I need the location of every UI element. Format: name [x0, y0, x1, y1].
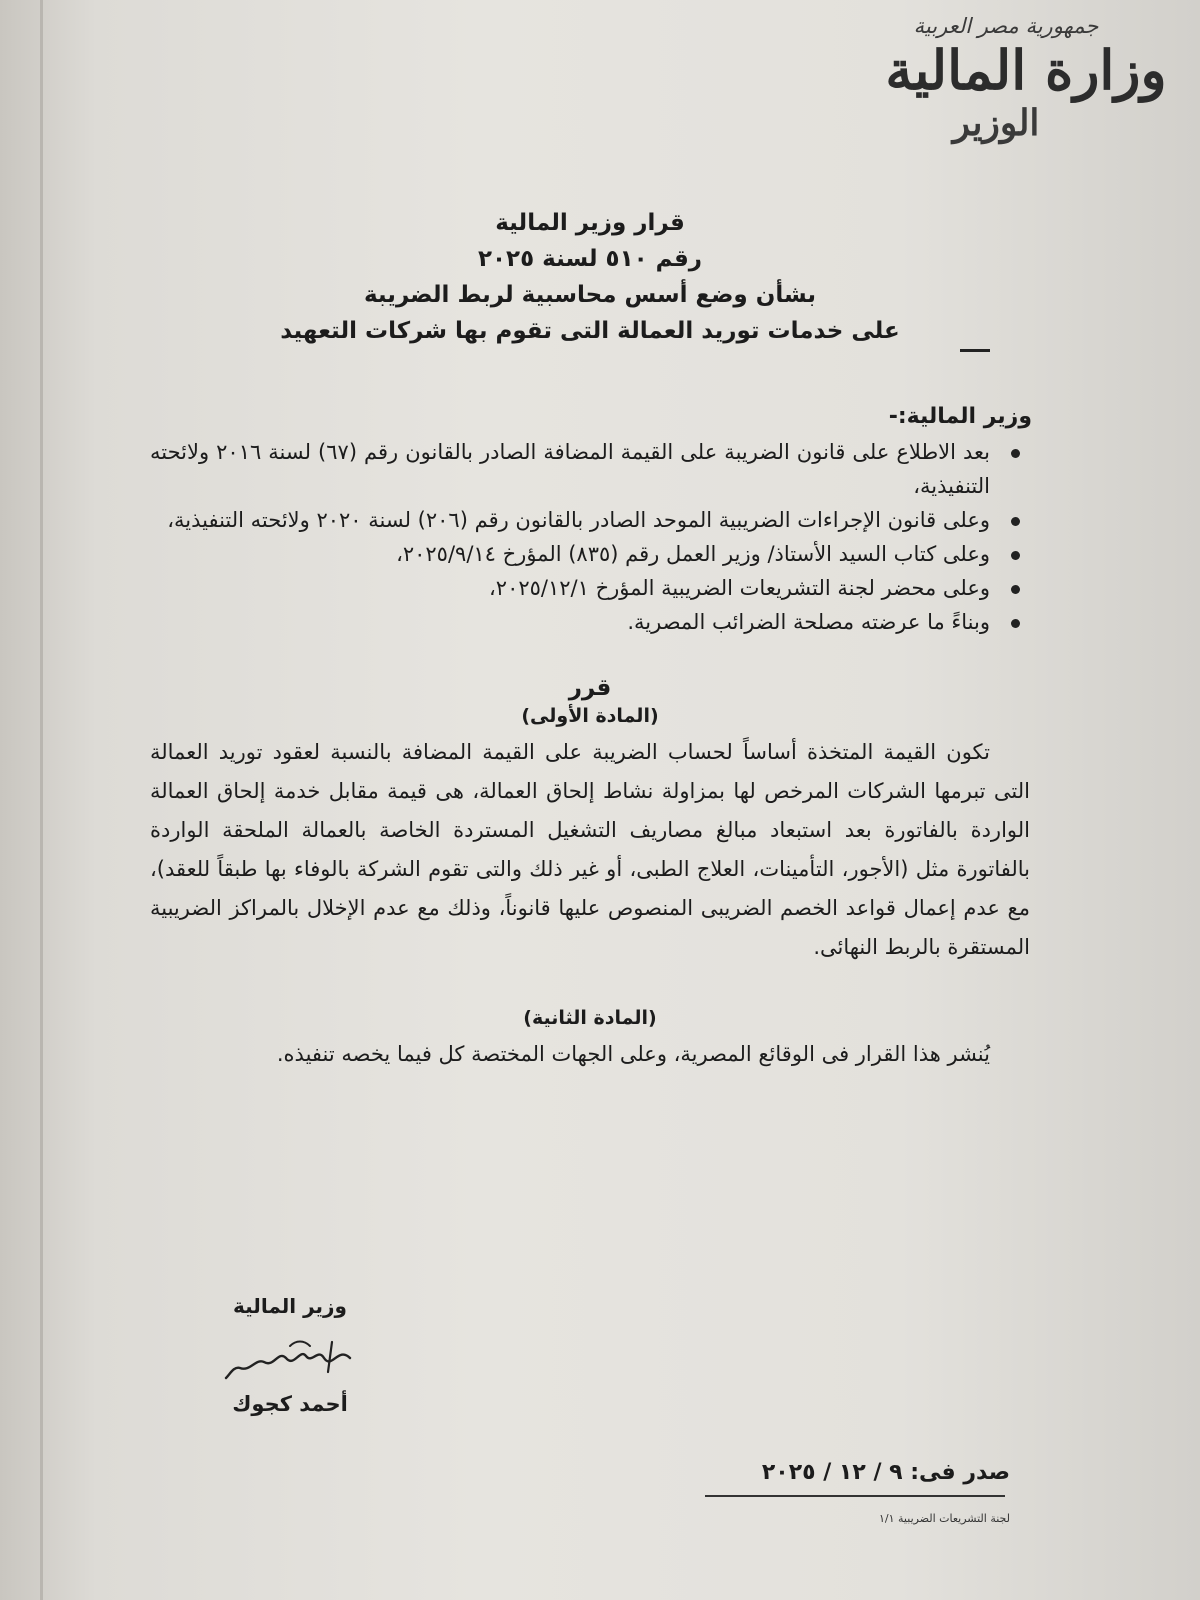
article-1-body: تكون القيمة المتخذة أساساً لحساب الضريبة على القيمة المضافة بالنسبة لعقود توريد العمالة التى تبرمها الشركات المرخص لها بمزاولة نشاط إلحاق العمالة، هى قيمة مقابل خدمة إلحاق العمالة الواردة بالفاتورة بعد استبعاد مبالغ مصاريف التشغيل المستردة الخاصة بالعمالة الملحقة الواردة بالفاتورة مثل (الأجور، التأمينات، العلاج الطبى، أو غير ذلك والتى تقوم الشركة بالوفاء بها طبقاً للعقد)، مع عدم إعمال قواعد الخصم الضريبى المنصوص عليها قانوناً، وذلك مع عدم الإخلال بالمراكز الضريبية المستقرة بالربط النهائى. [150, 740, 1030, 959]
signature-title: وزير المالية [233, 1294, 347, 1318]
decree-heading [150, 205, 1030, 352]
recitals-list [150, 435, 1030, 639]
decree-content [150, 205, 1030, 1074]
handwritten-signature-icon [220, 1328, 360, 1388]
footer-note: لجنة التشريعات الضريبية ١/١ [879, 1512, 1010, 1525]
heading-line-3: بشأن وضع أسس محاسبية لربط الضريبة [363, 282, 817, 308]
heading-line-2: رقم ٥١٠ لسنة ٢٠٢٥ [477, 246, 703, 272]
issued-date: صدر فى: ٩ / ١٢ / ٢٠٢٥ [761, 1460, 1010, 1485]
address-line: وزير المالية:- [888, 404, 1032, 429]
article-2-body: يُنشر هذا القرار فى الوقائع المصرية، وعلى الجهات المختصة كل فيما يخصه تنفيذه. [276, 1042, 990, 1066]
heading-line-4: على خدمات توريد العمالة التى تقوم بها شركات التعهيد [280, 318, 900, 344]
recital-item: وعلى محضر لجنة التشريعات الضريبية المؤرخ ٢٠٢٥/١٢/١، [150, 571, 990, 605]
page-fold-shadow [40, 0, 43, 1600]
letterhead-country: جمهورية مصر العربية [913, 14, 1099, 38]
decision-heading: قرر [568, 675, 612, 701]
letterhead [876, 14, 1176, 194]
heading-line-1: قرار وزير المالية [495, 210, 685, 236]
letterhead-office: الوزير [952, 102, 1040, 144]
recital-item: وعلى قانون الإجراءات الضريبية الموحد الصادر بالقانون رقم (٢٠٦) لسنة ٢٠٢٠ ولائحته التنفيذية، [150, 503, 990, 537]
article-1-title: (المادة الأولى) [521, 705, 659, 727]
signature-name: أحمد كجوك [232, 1392, 348, 1416]
article-2-title: (المادة الثانية) [523, 1007, 657, 1029]
letterhead-ministry: وزارة المالية [885, 38, 1167, 102]
issued-underline [705, 1495, 1005, 1497]
recital-item: وعلى كتاب السيد الأستاذ/ وزير العمل رقم (٨٣٥) المؤرخ ٢٠٢٥/٩/١٤، [150, 537, 990, 571]
signature-block [190, 1294, 390, 1416]
heading-dash [960, 349, 990, 352]
recital-item: بعد الاطلاع على قانون الضريبة على القيمة المضافة الصادر بالقانون رقم (٦٧) لسنة ٢٠١٦ ولائحته التنفيذية، [150, 435, 990, 503]
recital-item: وبناءً ما عرضته مصلحة الضرائب المصرية. [150, 605, 990, 639]
